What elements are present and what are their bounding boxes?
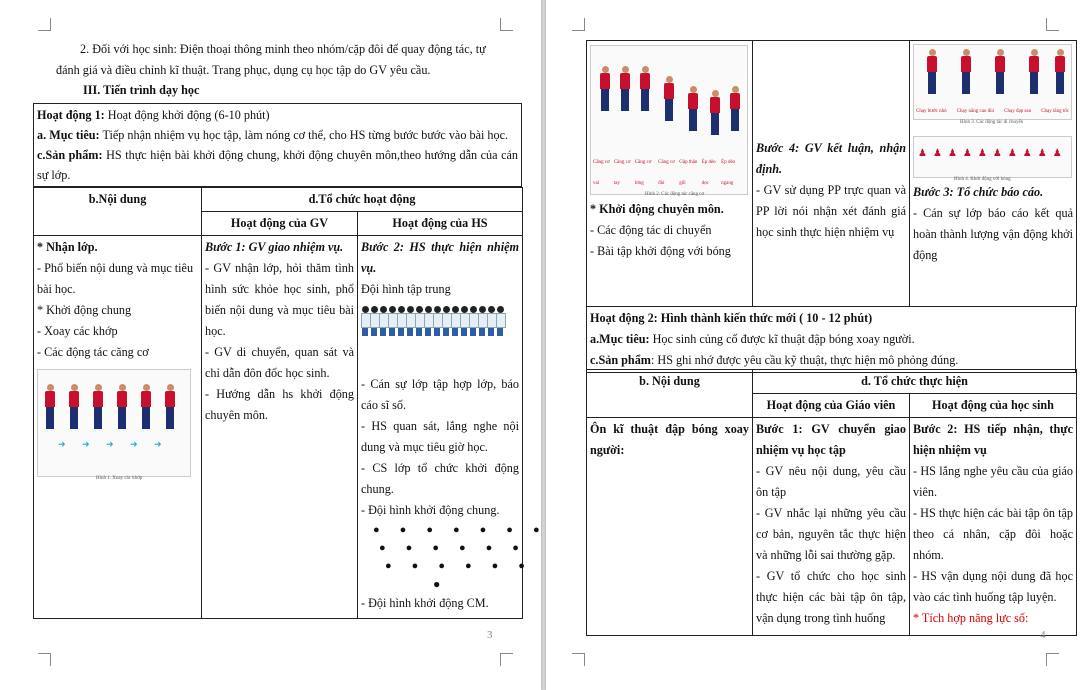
activity1-header-table (33, 103, 522, 187)
hs-item: - Cán sự lớp tập hợp lớp, báo cáo sĩ số. (361, 377, 519, 412)
athlete-figure (619, 66, 631, 111)
class-formation-photo (361, 300, 519, 374)
activity2-table (586, 369, 1077, 636)
figure-caption: Hình 2. Các động tác căng cơ (645, 192, 705, 197)
gv-item: - GV nêu nội dung, yêu cầu ôn tập (756, 464, 906, 499)
stretch-label: Căng cơ tay (613, 160, 631, 186)
hs-item: - Đội hình khởi động CM. (361, 596, 489, 610)
stretch-label: Ép dẻo dọc (701, 160, 716, 186)
gv-activity-cell (202, 236, 358, 619)
arrow-icon: ➜ (82, 439, 90, 449)
hs-step: Bước 2: HS tiếp nhận, thực hiện nhiệm vụ (913, 422, 1073, 457)
content-cell: Ôn kĩ thuật đập bóng xoay người: (587, 418, 753, 636)
movement-label: Chạy bước nhỏ (916, 109, 947, 114)
content-item: * Khởi động chung (37, 303, 132, 317)
crop-mark (572, 653, 585, 666)
hs-step3: Bước 3: Tổ chức báo cáo. (913, 185, 1044, 199)
product-text: : HS ghi nhớ được yêu cầu kỹ thuật, thực hiện mô phỏng đúng. (650, 353, 959, 367)
movement-label: Chạy nâng cao đùi (956, 109, 995, 114)
athlete-figure (140, 384, 152, 429)
goal-text: Tiếp nhận nhiệm vụ học tập, làm nóng cơ thể, cho HS từng bước bước vào bài học. (99, 128, 509, 142)
stretch-label: Căng cơ lưng (634, 160, 652, 186)
arrow-icon: ➜ (154, 439, 162, 449)
activity2-title: Hoạt động 2: Hình thành kiến thức mới ( 10 - 12 phút) (590, 311, 873, 325)
figure-caption: Hình 1. Xoay các khớp (96, 476, 143, 481)
page-number: 3 (487, 629, 493, 641)
spacer (756, 42, 906, 138)
stretch-label: Căng cơ đùi (658, 160, 675, 186)
col-content-header: b.Nội dung (34, 188, 202, 236)
activity1-continued-table (586, 40, 1077, 307)
special-item: - Các động tác di chuyển (590, 223, 712, 237)
crop-mark (500, 653, 513, 666)
stretching-figure (590, 45, 748, 195)
hs-item: - HS vận dụng nội dung đã học vào các tình huống tập luyện. (913, 569, 1073, 604)
product-text: HS thực hiện bài khởi động chung, khởi động chuyên môn,theo hướng dẫn của cán sự lớp. (37, 148, 519, 182)
content-item: - Xoay các khớp (37, 324, 118, 338)
hs-formation: Đội hình tập trung (361, 282, 451, 296)
arrow-icon: ➜ (106, 439, 114, 449)
crop-mark (1046, 653, 1059, 666)
special-item: - Bài tập khởi động với bóng (590, 244, 731, 258)
athlete-figure (687, 86, 699, 131)
stretch-label: Ép dẻo ngang (721, 160, 736, 186)
crop-mark (38, 653, 51, 666)
athlete-figure (926, 49, 938, 94)
goal-label: a.Mục tiêu: (590, 332, 650, 346)
crop-mark (572, 18, 585, 31)
gv-item: - GV nhận lớp, hỏi thăm tình hình sức khỏe học sinh, phổ biến nội dung và mục tiêu bài học. (205, 261, 354, 338)
content-cell (587, 41, 753, 307)
activity1-text: Hoạt động khởi động (6-10 phút) (104, 108, 270, 122)
activity1-header-cell (34, 104, 522, 187)
formation-row: ● ● ● ● ● ● ● (373, 524, 540, 536)
arrow-icon: ➜ (130, 439, 138, 449)
gv-step: Bước 1: GV chuyển giao nhiệm vụ học tập (756, 422, 906, 457)
col-org-header: d. Tổ chức thực hiện (753, 370, 1077, 394)
gv-activity-cell (753, 418, 910, 636)
athlete-figure (1054, 49, 1066, 94)
activity1-table (33, 187, 540, 619)
figure-caption: Hình 3. Các động tác di chuyển (960, 120, 1024, 125)
athlete-figure (44, 384, 56, 429)
content-item: * Nhận lớp. (37, 240, 98, 254)
goal-text: Học sinh củng cố được kĩ thuật đập bóng xoay người. (649, 332, 915, 346)
crop-mark (500, 18, 513, 31)
athlete-figure (599, 66, 611, 111)
hs-activity-cell (358, 236, 540, 619)
hs-step: Bước 2: HS thực hiện nhiệm vụ. (361, 240, 519, 275)
athlete-figure (68, 384, 80, 429)
hs-item: - HS thực hiện các bài tập ôn tập theo cá nhân, cặp đôi hoặc nhóm. (913, 506, 1073, 562)
hs-step3-text: - Cán sự lớp báo cáo kết quả hoàn thành lượng vận động khởi động (913, 206, 1073, 262)
athlete-figure (709, 90, 721, 135)
gv-item: - Hướng dẫn hs khởi động chuyên môn. (205, 387, 354, 422)
col-hs-header: Hoạt động của học sinh (910, 394, 1077, 418)
content-item: - Các động tác căng cơ (37, 345, 149, 359)
crop-mark (38, 18, 51, 31)
section-title: III. Tiến trình dạy học (83, 83, 200, 97)
intro-line-2: đánh giá và điều chỉnh kĩ thuật. Trang phục, dụng cụ học tập do GV yêu cầu. (56, 63, 431, 77)
athlete-figure (164, 384, 176, 429)
figure-caption: Hình 4. Khởi động với bóng (954, 177, 1011, 182)
ball-warmup-figure (913, 136, 1072, 182)
gv-activity-cell (753, 41, 910, 307)
col-content-header: b. Nội dung (587, 370, 753, 418)
athlete-figure (960, 49, 972, 94)
product-label: c.Sản phẩm (590, 353, 651, 367)
hs-item: - HS quan sát, lắng nghe nội dung và mục tiêu giờ học. (361, 419, 519, 454)
document-page-4 (546, 0, 1083, 690)
col-org-header: d.Tổ chức hoạt động (202, 188, 523, 212)
content-cell (34, 236, 202, 619)
col-gv-header: Hoạt động của GV (202, 212, 358, 236)
athlete-figure (1028, 49, 1040, 94)
activity1-label: Hoạt động 1: (37, 108, 105, 122)
athlete-figure (729, 86, 741, 131)
hs-item: - CS lớp tổ chức khởi động chung. (361, 461, 519, 496)
hs-activity-cell (910, 418, 1077, 636)
document-page-3 (0, 0, 541, 690)
hs-activity-cell (910, 41, 1077, 307)
col-gv-header: Hoạt động của Giáo viên (753, 394, 910, 418)
product-label: c.Sản phẩm: (37, 148, 103, 162)
athlete-figure (639, 66, 651, 111)
formation-row: ● ● ● ● ● ● (385, 560, 525, 572)
stretch-label: Gập thân gối (679, 160, 698, 186)
ball-warmup-players: ♟ ♟ ♟ ♟ ♟ ♟ ♟ ♟ ♟ ♟ (918, 148, 1062, 159)
activity2-header-cell (587, 307, 1076, 373)
stretch-label: Căng cơ vai (593, 160, 610, 186)
gv-item: - GV di chuyển, quan sát và chỉ dẫn đôn đốc học sinh. (205, 345, 354, 380)
hs-item: - HS lắng nghe yêu cầu của giáo viên. (913, 464, 1073, 499)
formation-row: ● ● ● ● ● ● (379, 542, 519, 554)
movement-label: Chạy đạp sau (1004, 109, 1032, 114)
gv-item: - GV nhắc lại những yêu cầu cơ bản, nguyên tắc thực hiện và những lỗi sai thường gặp. (756, 506, 906, 562)
athlete-figure (994, 49, 1006, 94)
gv-step4-text: - GV sử dụng PP trực quan và PP lời nói nhận xét đánh giá học sinh thực hiện nhiệm vụ (756, 183, 906, 239)
arrow-icon: ➜ (58, 439, 66, 449)
formation-diagram (361, 521, 540, 593)
instructor-marker: ● (433, 577, 441, 591)
movement-label: Chạy tăng tốc (1041, 109, 1069, 114)
gv-item: - GV tổ chức cho học sinh thực hiện các bài tập ôn tập, vận dụng trong tình huống (756, 569, 906, 625)
athlete-figure (663, 76, 675, 121)
athlete-figure (116, 384, 128, 429)
special-warmup-title: * Khởi động chuyên môn. (590, 202, 724, 216)
goal-label: a. Mục tiêu: (37, 128, 100, 142)
col-hs-header: Hoạt động của HS (358, 212, 523, 236)
movement-figure (913, 44, 1072, 125)
athlete-figure (92, 384, 104, 429)
activity2-header-table (586, 306, 1076, 373)
hs-item: - Đội hình khởi động chung. (361, 503, 500, 517)
content-item: - Phổ biến nội dung và mục tiêu bài học. (37, 261, 194, 296)
crop-mark (1046, 18, 1059, 31)
gv-step4: Bước 4: GV kết luận, nhận định. (756, 141, 906, 176)
page-number: 4 (1040, 629, 1046, 641)
digital-competency-note: * Tích hợp năng lực số: (913, 611, 1029, 625)
joint-rotation-figure (37, 369, 191, 481)
intro-line-1: 2. Đối với học sinh: Điện thoại thông minh theo nhóm/cặp đôi để quay động tác, tự (80, 42, 486, 56)
gv-step: Bước 1: GV giao nhiệm vụ. (205, 240, 344, 254)
